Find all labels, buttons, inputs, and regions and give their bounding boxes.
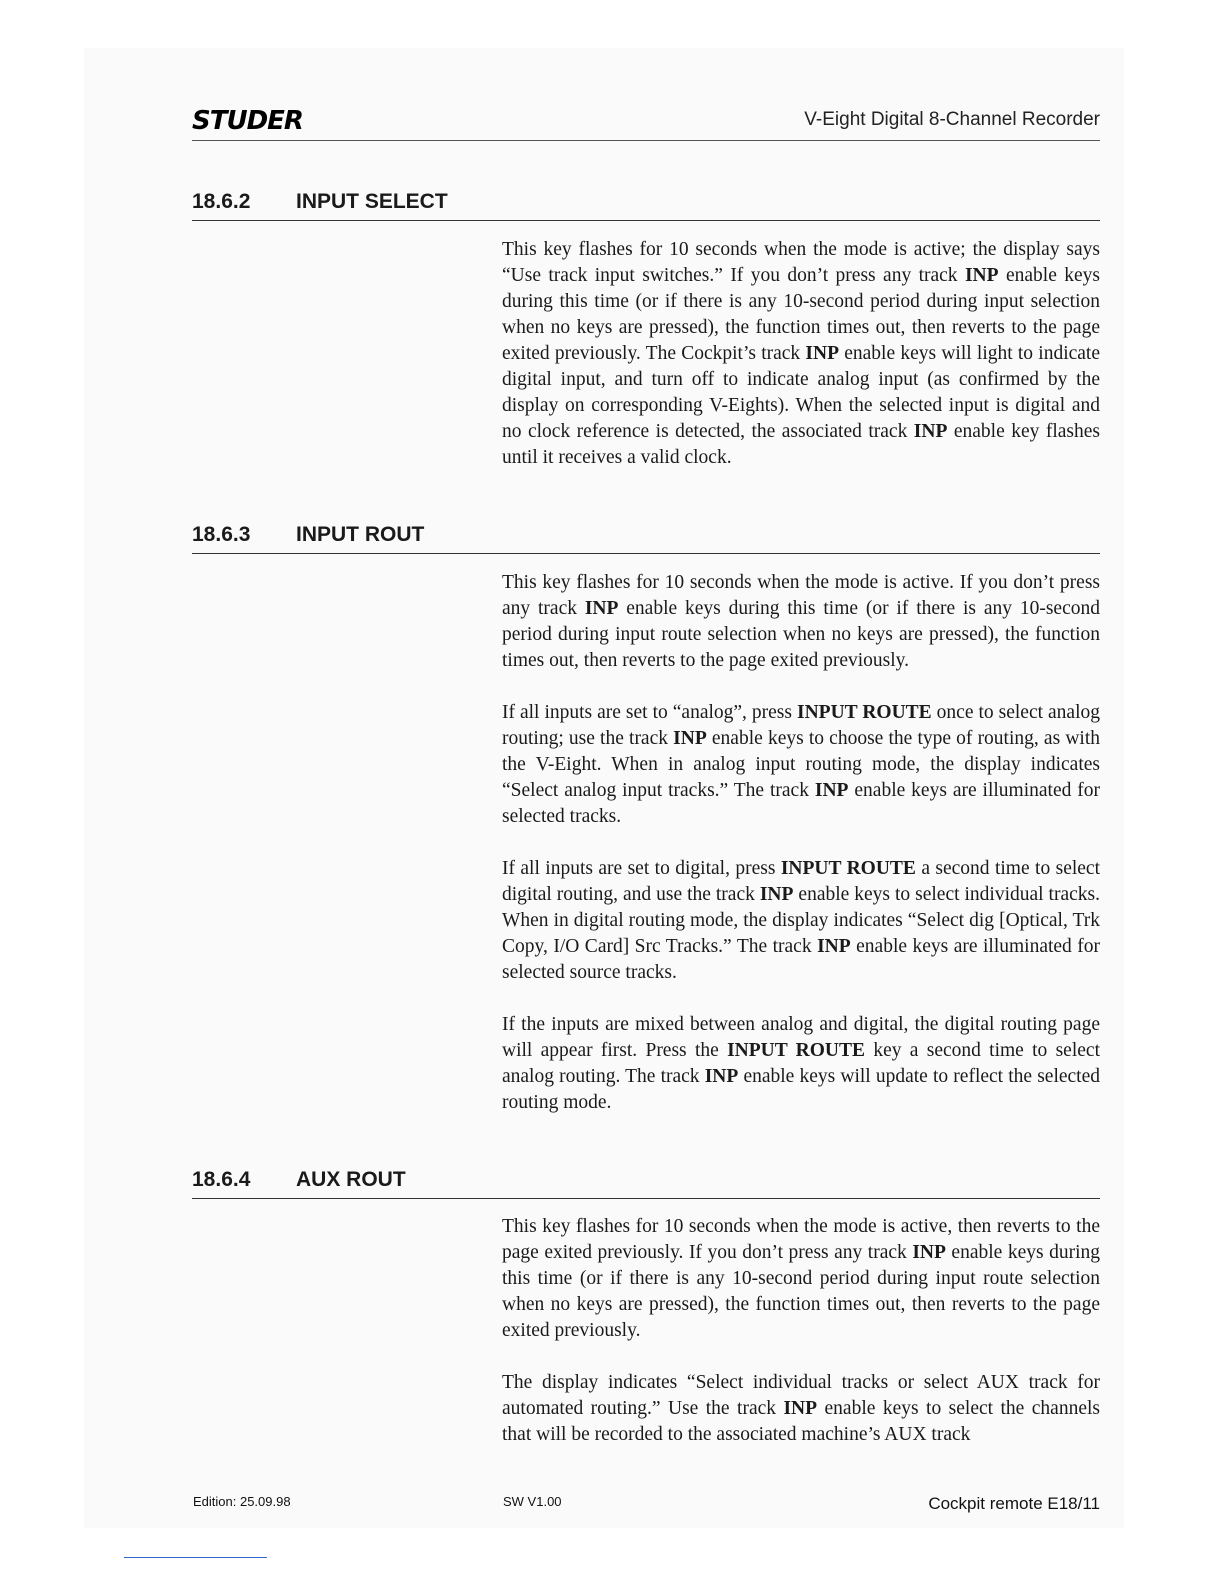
page-header [192, 106, 1100, 141]
key-name: INP [964, 265, 999, 286]
key-name: INP [584, 598, 619, 619]
document-title: V-Eight Digital 8-Channel Recorder [804, 109, 1100, 130]
key-name: INP [913, 421, 948, 442]
body-paragraph: If all inputs are set to “analog”, press INPUT ROUTE once to select analog routing; use the track INP enable keys to choose the type of routing, as with the V-Eight. When in analog input routing mode, the display indicates “Select analog input tracks.” The track INP enable keys are illuminated for selected tracks. [502, 702, 1101, 827]
section-number: 18.6.2 [192, 190, 251, 213]
section-number: 18.6.3 [192, 523, 251, 546]
section-title: INPUT SELECT [296, 190, 448, 213]
section-heading [192, 190, 1100, 221]
key-name: INP [673, 728, 707, 749]
footer-edition: Edition: 25.09.98 [193, 1494, 291, 1509]
key-name: INP [912, 1242, 946, 1263]
footer-software-version: SW V1.00 [503, 1494, 562, 1509]
section-number: 18.6.4 [192, 1168, 251, 1191]
key-name: INP [704, 1066, 739, 1087]
body-paragraph: The display indicates “Select individual tracks or select AUX track for automated routing.” Use the track INP enable keys to select the channels that will be recorded to the associated machine’s AUX track [502, 1372, 1101, 1445]
body-paragraph: If the inputs are mixed between analog and digital, the digital routing page will appear first. Press the INPUT ROUTE key a second time to select analog routing. The track INP enable keys will update to reflect the selected routing mode. [502, 1014, 1101, 1113]
section-aux-rout [192, 1168, 1100, 1199]
bottom-divider [124, 1557, 267, 1558]
body-paragraph: This key flashes for 10 seconds when the mode is active. If you don’t press any track INP enable keys during this time (or if there is any 10-second period during input route selection when no keys are pressed), the function times out, then reverts to the page exited previously. [502, 572, 1100, 671]
key-name: INP [817, 936, 851, 957]
key-name: INP [759, 884, 794, 905]
section-body [502, 237, 1100, 497]
body-paragraph: If all inputs are set to digital, press INPUT ROUTE a second time to select digital routing, and use the track INP enable keys to select individual tracks. When in digital routing mode, the display indicates “Select dig [Optical, Trk Copy, I/O Card] Src Tracks.” The track INP enable keys are illuminated for selected source tracks. [502, 858, 1101, 983]
key-name: INPUT ROUTE [780, 858, 916, 879]
key-name: INP [814, 780, 849, 801]
key-name: INPUT ROUTE [797, 702, 932, 723]
section-title: AUX ROUT [296, 1168, 406, 1191]
section-body [502, 1214, 1100, 1474]
section-input-select [192, 190, 1100, 221]
section-heading [192, 523, 1100, 554]
key-name: INP [805, 343, 840, 364]
section-heading [192, 1168, 1100, 1199]
section-input-rout [192, 523, 1100, 554]
section-body [502, 570, 1100, 1142]
section-title: INPUT ROUT [296, 523, 425, 546]
key-name: INPUT ROUTE [727, 1040, 866, 1061]
footer-page-number: Cockpit remote E18/11 [928, 1494, 1100, 1513]
body-paragraph: This key flashes for 10 seconds when the mode is active; the display says “Use track input switches.” If you don’t press any track INP enable keys during this time (or if there is any 10-second period during input selection when no keys are pressed), the function times out, then reverts to the page exited previously. The Cockpit’s track INP enable keys will light to indicate digital input, and turn off to indicate analog input (as confirmed by the display on corresponding V-Eights). When the selected input is digital and no clock reference is detected, the associated track INP enable key flashes until it receives a valid clock. [502, 239, 1101, 468]
body-paragraph: This key flashes for 10 seconds when the mode is active, then reverts to the page exited previously. If you don’t press any track INP enable keys during this time (or if there is any 10-second period during input route selection when no keys are pressed), the function times out, then reverts to the page exited previously. [502, 1216, 1100, 1341]
key-name: INP [783, 1398, 818, 1419]
studer-logo: STUDER [192, 106, 303, 136]
